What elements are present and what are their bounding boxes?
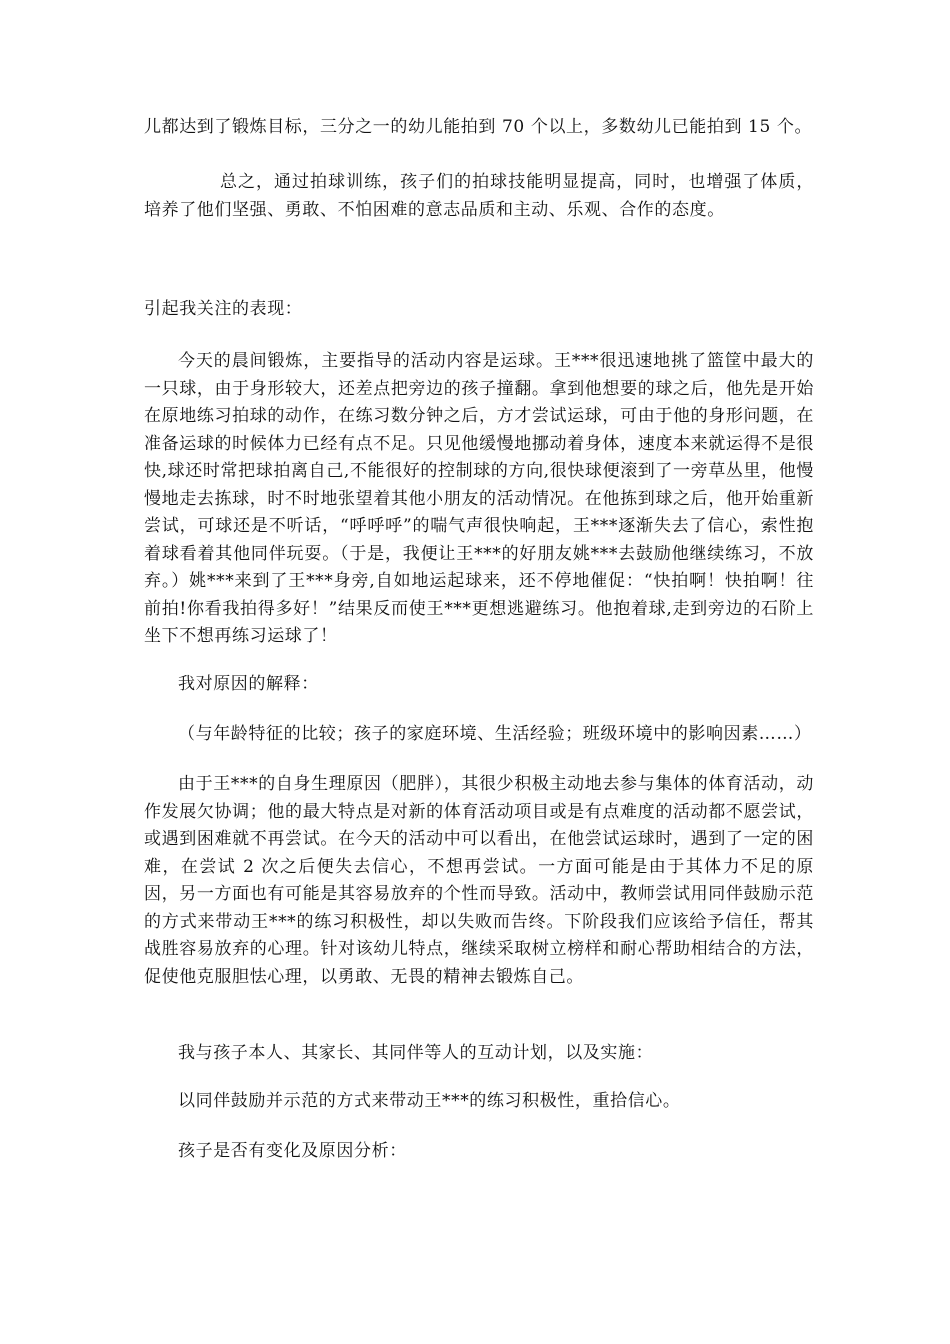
paragraph-summary: 总之，通过拍球训练，孩子们的拍球技能明显提高，同时，也增强了体质，培养了他们坚强、勇敢、不怕困难的意志品质和主动、乐观、合作的态度。: [144, 172, 814, 220]
paragraph-attention: 今天的晨间锻炼，主要指导的活动内容是运球。王***很迅速地挑了篮筐中最大的一只球，由于身形较大，还差点把旁边的孩子撞翻。拿到他想要的球之后，他先是开始在原地练习拍球的动作，在练习数分钟之后，方才尝试运球，可由于他的身形问题，在准备运球的时候体力已经有点不足。只见他缓慢地挪动着身体，速度本来就运得不是很快,球还时常把球拍离自己,不能很好的控制球的方向,很快球便滚到了一旁草丛里，他慢慢地走去拣球，时不时地张望着其他小朋友的活动情况。在他拣到球之后，他开始重新尝试，可球还是不听话，“呼呼呼”的喘气声很快响起，王***逐渐失去了信心，索性抱着球看着其他同伴玩耍。（于是，我便让王***的好朋友姚***去鼓励他继续练习，不放弃。）姚***来到了王***身旁,自如地运起球来，还不停地催促：“快拍啊！快拍啊！往前拍!你看我拍得多好！”结果反而使王***更想逃避练习。他抱着球,走到旁边的石阶上坐下不想再练习运球了！: [144, 351, 814, 646]
paragraph-plan: 以同伴鼓励并示范的方式来带动王***的练习积极性，重拾信心。: [178, 1091, 681, 1111]
paragraph-reason: 由于王***的自身生理原因（肥胖），其很少积极主动地去参与集体的体育活动，动作发展欠协调；他的最大特点是对新的体育活动项目或是有点难度的活动都不愿尝试，或遇到困难就不再尝试。在今天的活动中可以看出，在他尝试运球时，遇到了一定的困难，在尝试 2 次之后便失去信心，不想再尝试。一方面可能是由于其体力不足的原因，另一方面也有可能是其容易放弃的个性而导致。活动中，教师尝试用同伴鼓励示范的方式来带动王***的练习积极性，却以失败而告终。下阶段我们应该给予信任，帮其战胜容易放弃的心理。针对该幼儿特点，继续采取树立榜样和耐心帮助相结合的方法，促使他克服胆怯心理，以勇敢、无畏的精神去锻炼自己。: [144, 774, 814, 987]
heading-plan: 我与孩子本人、其家长、其同伴等人的互动计划，以及实施：: [178, 1043, 654, 1063]
heading-attention: 引起我关注的表现：: [144, 299, 303, 319]
heading-reason: 我对原因的解释：: [178, 674, 319, 694]
reason-hint: （与年龄特征的比较；孩子的家庭环境、生活经验；班级环境中的影响因素……）: [178, 724, 812, 744]
heading-change: 孩子是否有变化及原因分析：: [178, 1141, 407, 1161]
paragraph-exercise-result: 儿都达到了锻炼目标，三分之一的幼儿能拍到 70 个以上，多数幼儿已能拍到 15 个。: [144, 117, 813, 137]
